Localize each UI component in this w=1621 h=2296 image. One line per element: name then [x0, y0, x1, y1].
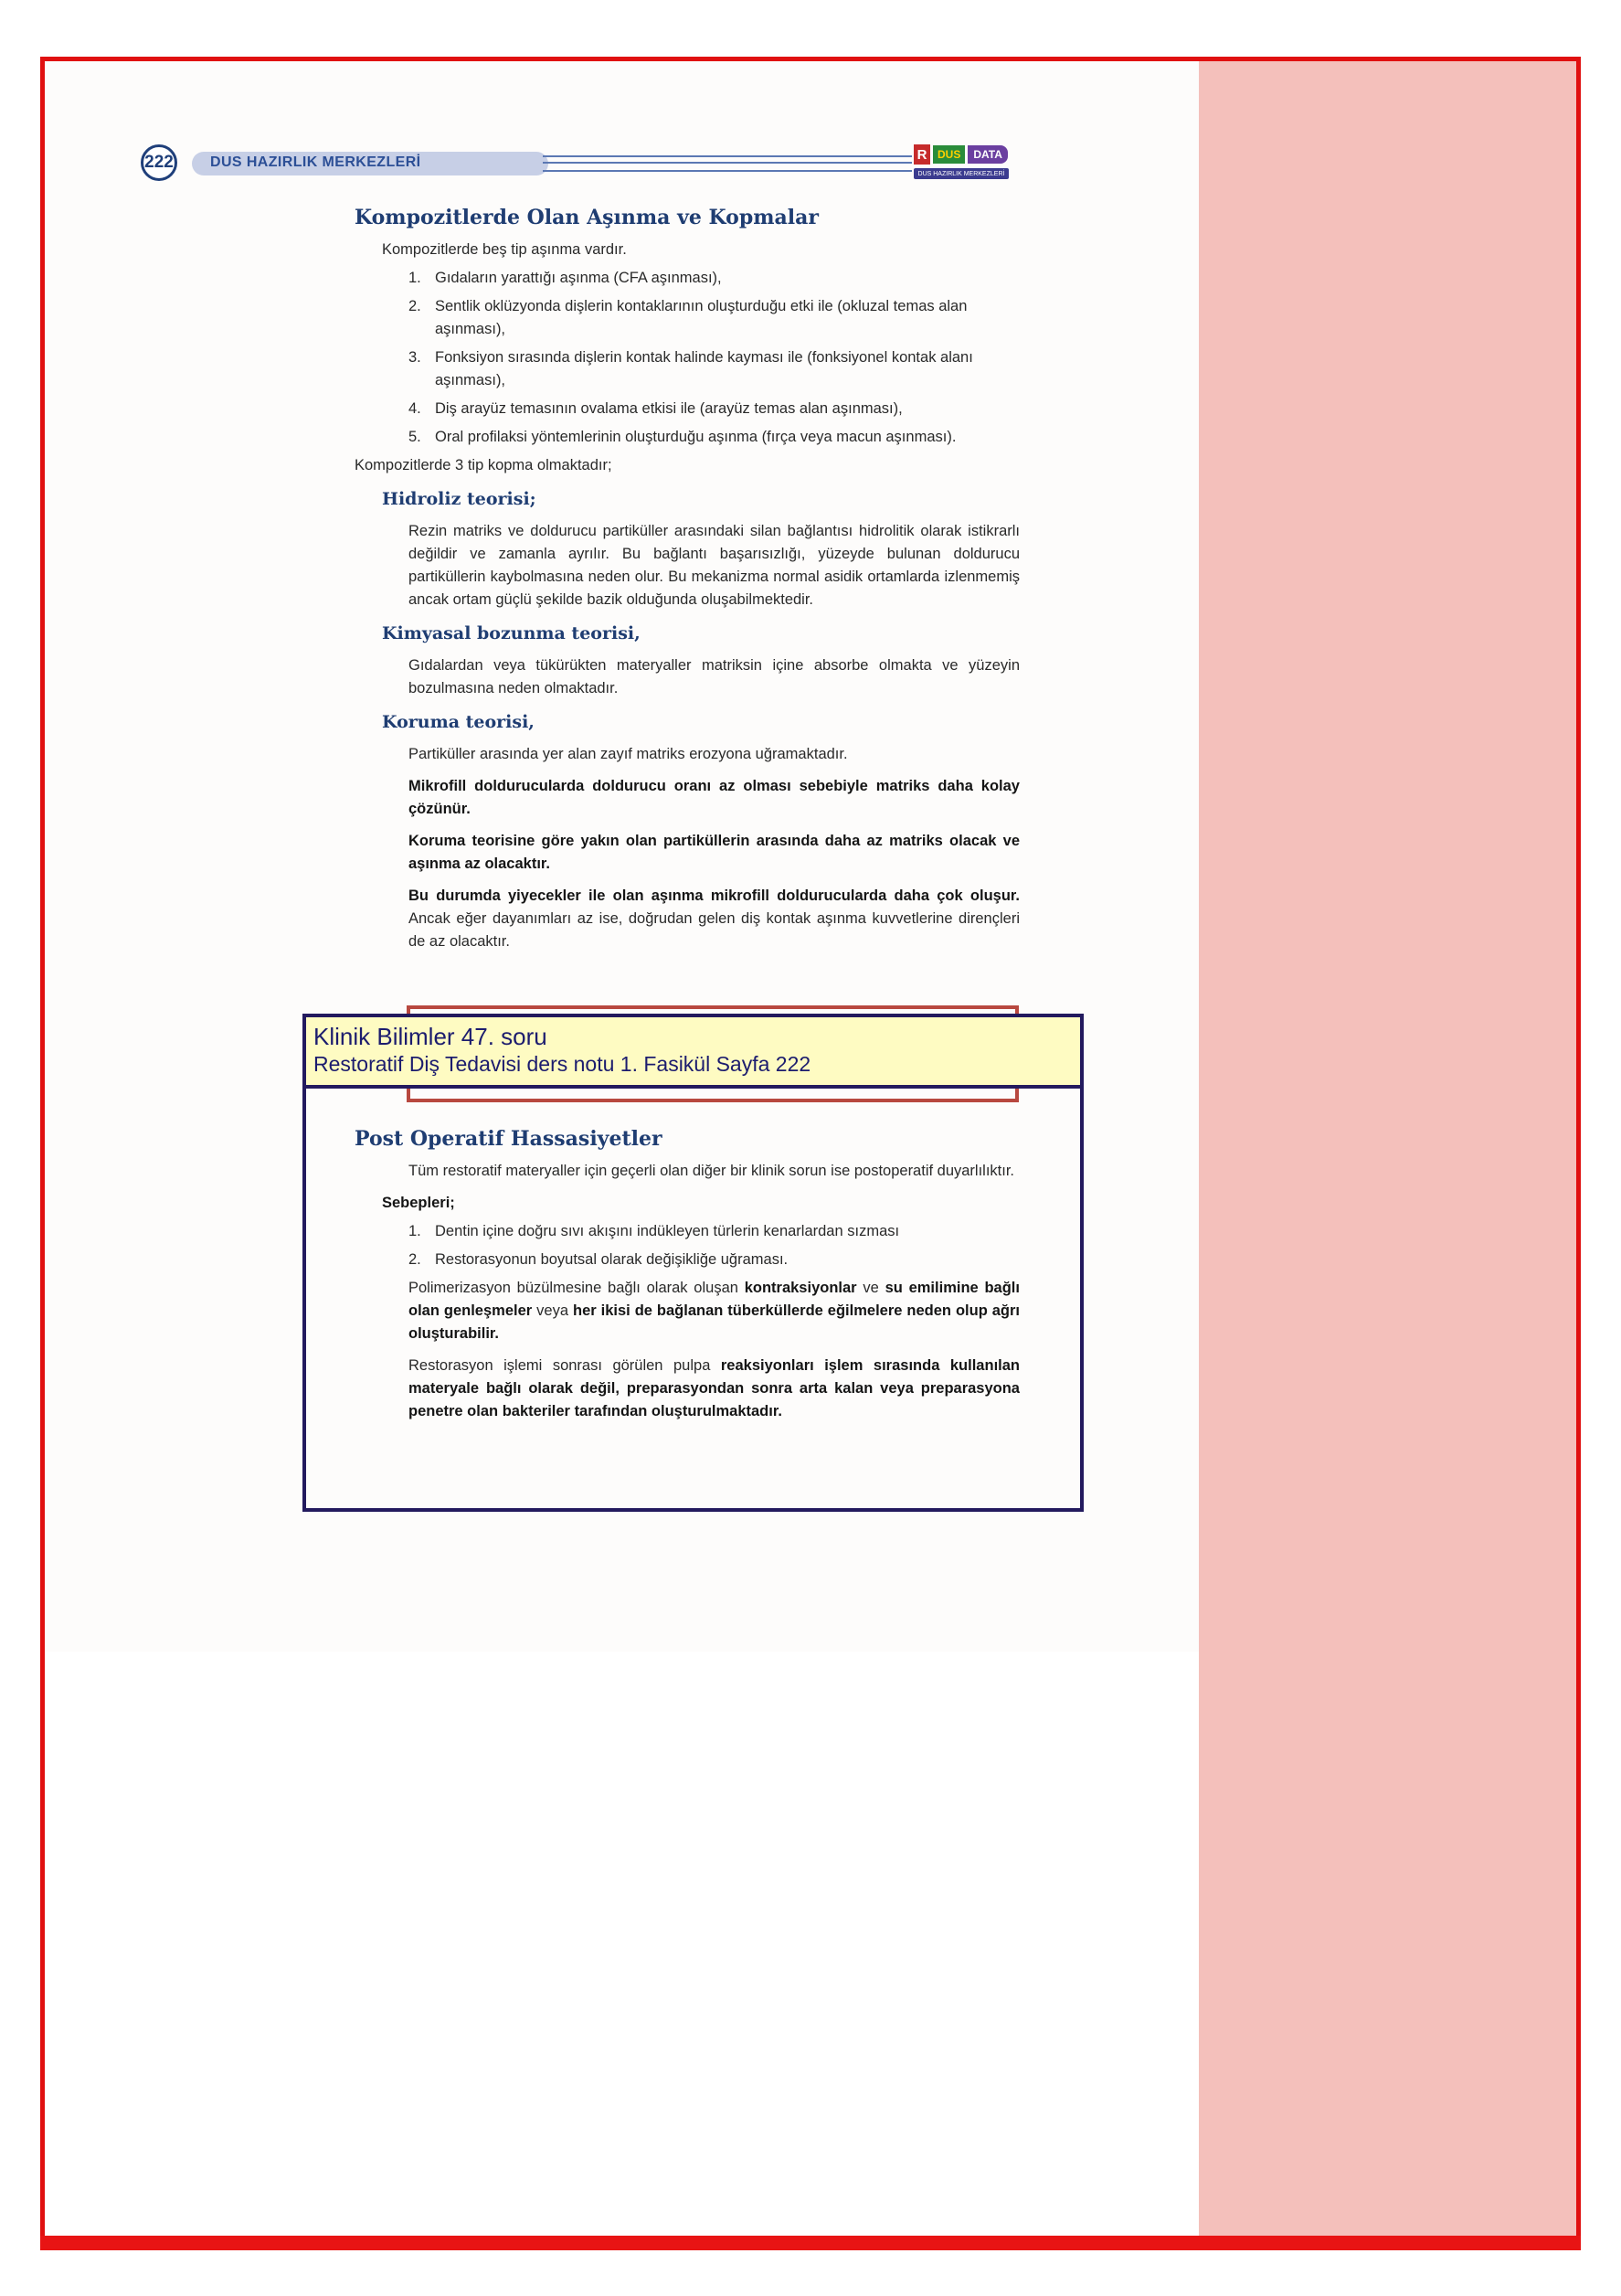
koruma-heading: Koruma teorisi, — [382, 712, 535, 732]
kopma-intro: Kompozitlerde 3 tip kopma olmaktadır; — [355, 457, 612, 473]
annotation-label — [302, 1014, 1084, 1089]
post-intro: Tüm restoratif materyaller için geçerli olan diğer bir klinik sorun ise postoperatif duyarlılıktır. — [408, 1163, 1015, 1179]
logo-subtitle: DUS HAZIRLIK MERKEZLERİ — [914, 168, 1009, 179]
section-intro: Kompozitlerde beş tip aşınma vardır. — [382, 241, 627, 258]
kimyasal-text: Gıdalardan veya tükürükten materyaller matriksin içine absorbe olmakta ve yüzeyin bozulmasına neden olmaktadır. — [408, 657, 1020, 696]
annotation-subtitle: Restoratif Diş Tedavisi ders notu 1. Fasikül Sayfa 222 — [313, 1052, 811, 1076]
logo-data: DATA — [968, 145, 1008, 164]
logo-dus: DUS — [933, 145, 965, 164]
header-rule — [543, 155, 912, 172]
list-item: 5. Oral profilaksi yöntemlerinin oluşturduğu aşınma (fırça veya macun aşınması). — [408, 429, 957, 445]
list-item: 4. Diş arayüz temasının ovalama etkisi ile (arayüz temas alan aşınması), — [408, 400, 903, 417]
header-title: DUS HAZIRLIK MERKEZLERİ — [210, 154, 421, 170]
sebep-list — [408, 1220, 1020, 1271]
kimyasal-heading: Kimyasal bozunma teorisi, — [382, 623, 641, 643]
hidroliz-heading: Hidroliz teorisi; — [382, 489, 536, 509]
hidroliz-text: Rezin matriks ve doldurucu partiküller arasındaki silan bağlantısı hidrolitik olarak istikrarlı değildir ve zamanla ayrılır. Bu bağlantı başarısızlığı, yüzeyde bulunan doldurucu partiküllerin kaybolmasına neden olur. Bu mekanizma normal asidik ortamlarda izlenmemiş ancak ortam güçlü şekilde bazik olduğunda oluşabilmektedir. — [408, 523, 1020, 608]
list-item: 2. Sentlik oklüzyonda dişlerin kontaklarının oluşturduğu etki ile (okluzal temas alan aşınması), — [408, 298, 968, 337]
list-item: 3. Fonksiyon sırasında dişlerin kontak halinde kayması ile (fonksiyonel kontak alanı aşınması), — [408, 349, 973, 388]
list-item: 1. Gıdaların yarattığı aşınma (CFA aşınması), — [408, 270, 722, 286]
page-number: 222 — [141, 144, 177, 181]
page-header — [141, 144, 1018, 185]
annotation-title: Klinik Bilimler 47. soru — [313, 1023, 547, 1050]
post-heading: Post Operatif Hassasiyetler — [355, 1127, 662, 1151]
list-item: 1. Dentin içine doğru sıvı akışını indükleyen türlerin kenarlardan sızması — [408, 1223, 900, 1239]
post-op-content — [355, 1128, 1020, 1423]
post-paragraph-1: Polimerizasyon büzülmesine bağlı olarak oluşan kontraksiyonlar ve su emilimine bağlı olan genleşmeler veya her ikisi de bağlanan tüberküllerde eğilmelere neden olup ağrı oluşturabilir. — [408, 1280, 1020, 1342]
koruma-text: Partiküller arasında yer alan zayıf matriks erozyona uğramaktadır. — [408, 746, 848, 762]
logo-r: R — [914, 144, 930, 165]
sebep-heading: Sebepleri; — [382, 1195, 455, 1211]
list-item: 2. Restorasyonun boyutsal olarak değişikliğe uğraması. — [408, 1251, 789, 1268]
koruma-paragraph-3: Bu durumda yiyecekler ile olan aşınma mikrofill doldurucularda daha çok oluşur. Ancak eğer dayanımları az ise, doğrudan gelen diş kontak aşınma kuvvetlerine dirençleri de az olacaktır. — [408, 888, 1020, 950]
post-paragraph-2: Restorasyon işlemi sonrası görülen pulpa reaksiyonları işlem sırasında kullanılan materyale bağlı olarak değil, preparasyondan sonra arta kalan veya preparasyona penetre olan bakteriler tarafından oluşturulmaktadır. — [408, 1357, 1020, 1419]
section-heading: Kompozitlerde Olan Aşınma ve Kopmalar — [355, 206, 819, 229]
dusdata-logo — [914, 144, 1016, 185]
koruma-bold-2: Koruma teorisine göre yakın olan partiküllerin arasında daha az matriks olacak ve aşınma az olacaktır. — [408, 833, 1020, 872]
wear-list — [408, 267, 1020, 449]
koruma-bold-1: Mikrofill doldurucularda doldurucu oranı az olması sebebiyle matriks daha kolay çözünür. — [408, 778, 1020, 817]
main-content — [355, 207, 1020, 953]
bottom-bar — [40, 2236, 1581, 2250]
